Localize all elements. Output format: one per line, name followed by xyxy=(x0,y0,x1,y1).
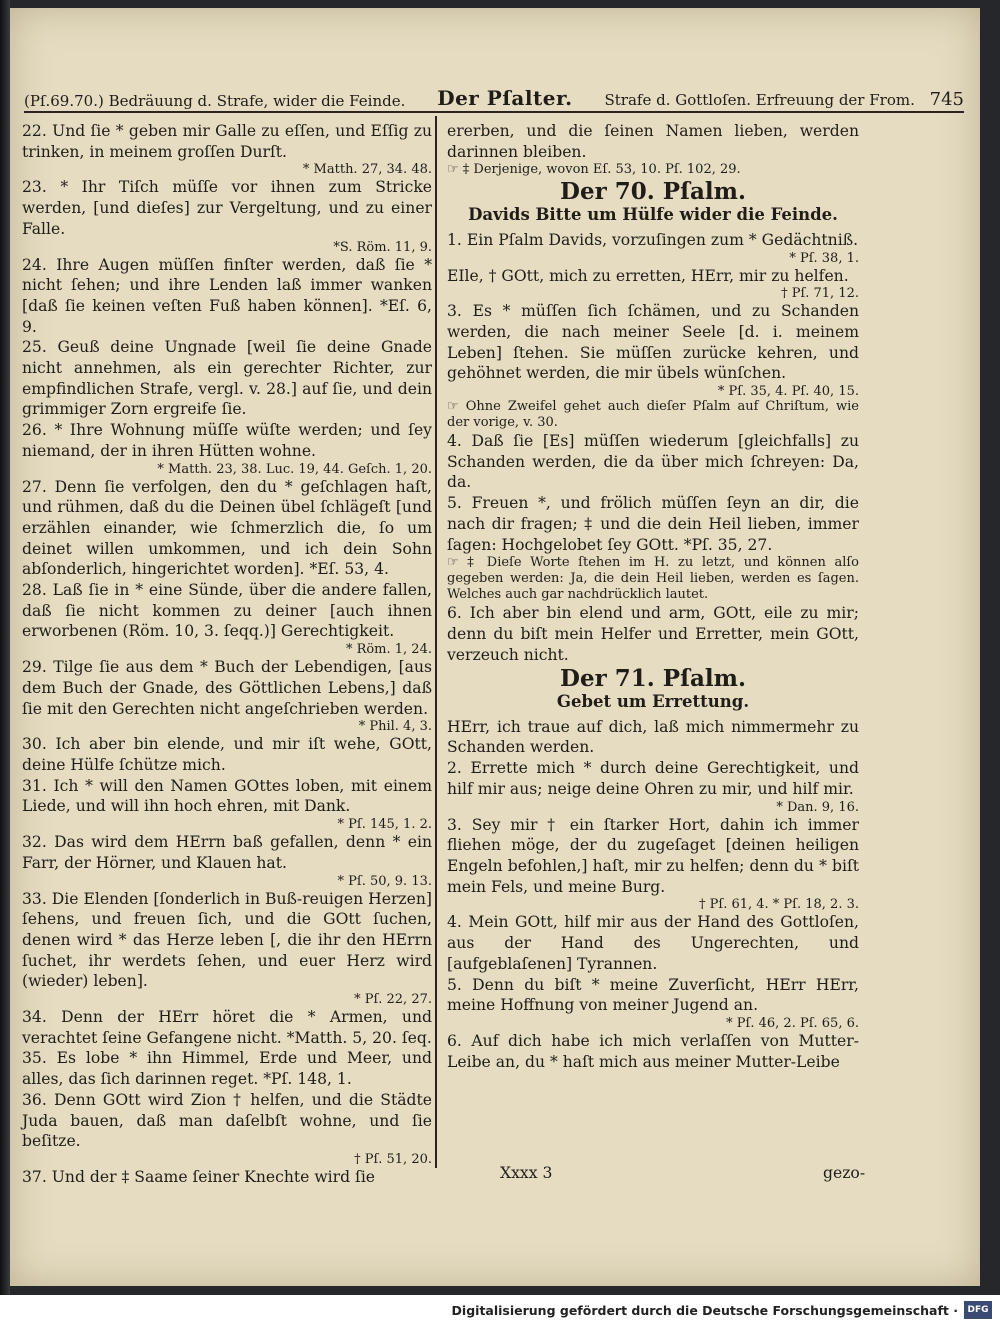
verse-paragraph: 33. Die Elenden [ſonderlich in Buß-reuigen Herzen] ſehens, und freuen ſich, und die GOtt ſuchen, denen wird * das Herze leben [, die ihr den HErrn ſuchet, ihr werdets ſehen, und euer Herz wird (wieder) leben]. xyxy=(22,889,432,991)
verse-paragraph: 32. Das wird dem HErrn baß gefallen, denn * ein Farr, der Hörner, und Klauen hat. xyxy=(22,833,432,872)
verse-paragraph: 23. * Ihr Tiſch müſſe vor ihnen zum Stricke werden, [und dieſes] zur Vergeltung, und zu einer Falle. xyxy=(22,178,432,238)
verse-paragraph: 26. * Ihre Wohnung müſſe wüſte werden; und ſey niemand, der in ihren Hütten wohne. xyxy=(22,421,432,460)
verse-paragraph: 2. Errette mich * durch deine Gerechtigkeit, und hilf mir aus; neige deine Ohren zu mir, und hilf mir. xyxy=(447,759,859,798)
verse-paragraph: 6. Ich aber bin elend und arm, GOtt, eile zu mir; denn du biſt mein Helfer und Erretter, mein GOtt, verzeuch nicht. xyxy=(447,604,859,664)
cross-reference: * Dan. 9, 16. xyxy=(776,799,859,815)
psalm-subheading: Davids Bitte um Hülfe wider die Feinde. xyxy=(468,205,838,225)
digitization-footer xyxy=(0,1295,1000,1327)
verse-paragraph: 22. Und ſie * geben mir Galle zu eſſen, und Eſſig zu trinken, in meinem groſſen Durſt. xyxy=(22,122,432,161)
cross-reference: * Phil. 4, 3. xyxy=(358,719,432,735)
cross-reference: † Pſ. 61, 4. * Pſ. 18, 2. 3. xyxy=(699,897,859,913)
cross-reference: * Matth. 27, 34. 48. xyxy=(302,162,432,178)
footnote: ☞ ‡ Derjenige, wovon Eſ. 53, 10. Pſ. 102, 29. xyxy=(447,162,741,178)
verse-paragraph: 3. Sey mir † ein ſtarker Hort, dahin ich immer fliehen möge, der du zugeſaget [deinen heiligen Engeln befohlen,] haſt, mir zu helfen; denn du * biſt mein Fels, und meine Burg. xyxy=(447,815,859,896)
scan-book-edge xyxy=(0,0,10,1295)
verse-paragraph: 1. Ein Pſalm Davids, vorzuſingen zum * Gedächtniß. xyxy=(447,230,859,249)
psalm-subheading: Gebet um Errettung. xyxy=(556,692,750,712)
cross-reference: † Pſ. 71, 12. xyxy=(781,286,859,302)
verse-paragraph: EIle, † GOtt, mich zu erretten, HErr, mir zu helfen. xyxy=(447,266,849,285)
cross-reference: * Pſ. 46, 2. Pſ. 65, 6. xyxy=(726,1015,859,1031)
catchword: gezo- xyxy=(823,1164,866,1182)
verse-paragraph: 27. Denn ſie verfolgen, den du * geſchlagen haſt, und rühmen, daß du die Deinen übel ſchlägeſt [und erzählen einander, wie ſchmerzlich die, ſo um deinet willen umkommen, und ich dein Sohn abſonderlich, hingerichtet worden]. *Eſ. 53, 4. xyxy=(22,477,432,579)
verse-paragraph: 37. Und der ‡ Saame ſeiner Knechte wird ſie xyxy=(22,1167,376,1186)
verse-paragraph: 3. Es * müſſen ſich ſchämen, und zu Schanden werden, die nach meiner Seele [d. i. meinem Leben] ſtehen. Sie müſſen zurücke kehren, und gehöhnet werden, die mir übels wünſchen. xyxy=(447,302,859,383)
header-title: Der Pſalter. xyxy=(437,86,573,110)
verse-paragraph: 34. Denn der HErr höret die * Armen, und verachtet ſeine Gefangene nicht. *Matth. 5, 20. ſeq. xyxy=(22,1008,432,1047)
header-rule xyxy=(24,111,964,113)
cross-reference: *S. Röm. 11, 9. xyxy=(333,239,432,255)
verse-paragraph: 36. Denn GOtt wird Zion † helfen, und die Städte Juda bauen, daß man daſelbſt wohne, und ſie beſitze. xyxy=(22,1090,432,1151)
cross-reference: * Pſ. 35, 4. Pſ. 40, 15. xyxy=(717,384,859,400)
header-left: (Pſ.69.70.) Bedräuung d. Strafe, wider die Feinde. xyxy=(24,92,406,110)
footnote: ☞ ‡ Dieſe Worte ſtehen im H. zu letzt, und können alſo gegeben werden: Ja, die dein Heil lieben, werden es ſagen. Welches auch gar nachdrücklich lautet. xyxy=(447,555,859,603)
cross-reference: * Matth. 23, 38. Luc. 19, 44. Geſch. 1, 20. xyxy=(157,461,432,477)
cross-reference: * Pſ. 22, 27. xyxy=(354,992,432,1008)
cross-reference: * Röm. 1, 24. xyxy=(345,642,432,658)
cross-reference: † Pſ. 51, 20. xyxy=(354,1151,432,1167)
page-number: 745 xyxy=(929,89,964,110)
cross-reference: * Pſ. 145, 1. 2. xyxy=(337,817,432,833)
right-column xyxy=(447,121,859,1072)
verse-paragraph: 4. Mein GOtt, hilf mir aus der Hand des Gottloſen, aus der Hand des Ungerechten, und [aufgeblaſenen] Tyrannen. xyxy=(447,913,859,973)
verse-paragraph: 31. Ich * will den Namen GOttes loben, mit einem Liede, und will ihn hoch ehren, mit Dank. xyxy=(22,776,432,816)
verse-paragraph: 30. Ich aber bin elende, und mir iſt wehe, GOtt, deine Hülfe ſchütze mich. xyxy=(22,735,432,774)
dfg-logo: DFG xyxy=(964,1301,992,1319)
header-right: Strafe d. Gottloſen. Erfreuung der From. xyxy=(604,91,915,109)
verse-paragraph: 29. Tilge ſie aus dem * Buch der Lebendigen, [aus dem Buch der Gnade, des Göttlichen Lebens,] daß ſie mit den Gerechten nicht angeſchrieben werden. xyxy=(22,658,432,718)
column-divider xyxy=(435,116,437,1168)
cross-reference: * Pſ. 38, 1. xyxy=(789,250,859,266)
verse-paragraph: 5. Denn du biſt * meine Zuverſicht, HErr HErr, meine Hoffnung von meiner Jugend an. xyxy=(447,975,859,1015)
verse-paragraph: ererben, und die ſeinen Namen lieben, werden darinnen bleiben. xyxy=(447,122,859,161)
verse-paragraph: 35. Es lobe * ihn Himmel, Erde und Meer, und alles, das ſich darinnen reget. *Pſ. 148, 1. xyxy=(22,1049,432,1089)
psalm-heading: Der 71. Pſalm. xyxy=(560,665,746,693)
verse-paragraph: 4. Daß ſie [Es] müſſen wiederum [gleichfalls] zu Schanden werden, die da über mich ſchreyen: Da, da. xyxy=(447,432,859,492)
verse-paragraph: 24. Ihre Augen müſſen finſter werden, daß ſie * nicht ſehen; und ihre Lenden laß immer wanken [daß ſie keinen veſten Fuß haben können]. *Eſ. 6, 9. xyxy=(22,255,432,336)
left-column xyxy=(22,121,432,1188)
footnote: ☞ Ohne Zweifel gehet auch dieſer Pſalm auf Chriſtum, wie der vorige, v. 30. xyxy=(447,399,859,431)
signature-mark: Xxxx 3 xyxy=(500,1164,553,1182)
book-page xyxy=(10,8,980,1286)
verse-paragraph: 6. Auf dich habe ich mich verlaſſen von Mutter-Leibe an, du * haſt mich aus meiner Mutter-Leibe xyxy=(447,1031,859,1071)
funding-notice: Digitalisierung gefördert durch die Deutsche Forschungsgemeinschaft · xyxy=(451,1303,958,1318)
psalm-heading: Der 70. Pſalm. xyxy=(560,178,746,206)
verse-paragraph: HErr, ich traue auf dich, laß mich nimmermehr zu Schanden werden. xyxy=(447,717,859,757)
verse-paragraph: 25. Geuß deine Ungnade [weil ſie deine Gnade nicht annehmen, als ein gerechter Richter, zur empfindlichen Strafe, vergl. v. 28.] auf ſie, und dein grimmiger Zorn ergreife ſie. xyxy=(22,338,432,419)
running-header xyxy=(24,74,964,110)
cross-reference: * Pſ. 50, 9. 13. xyxy=(337,873,432,889)
verse-paragraph: 5. Freuen *, und frölich müſſen ſeyn an dir, die nach dir fragen; ‡ und die dein Heil lieben, immer ſagen: Hochgelobet ſey GOtt. *Pſ. 35, 27. xyxy=(447,494,859,554)
verse-paragraph: 28. Laß ſie in * eine Sünde, über die andere fallen, daß ſie nicht kommen zu deiner [auch ihnen erworbenen (Röm. 10, 3. ſeqq.)] Gerechtigkeit. xyxy=(22,581,432,641)
